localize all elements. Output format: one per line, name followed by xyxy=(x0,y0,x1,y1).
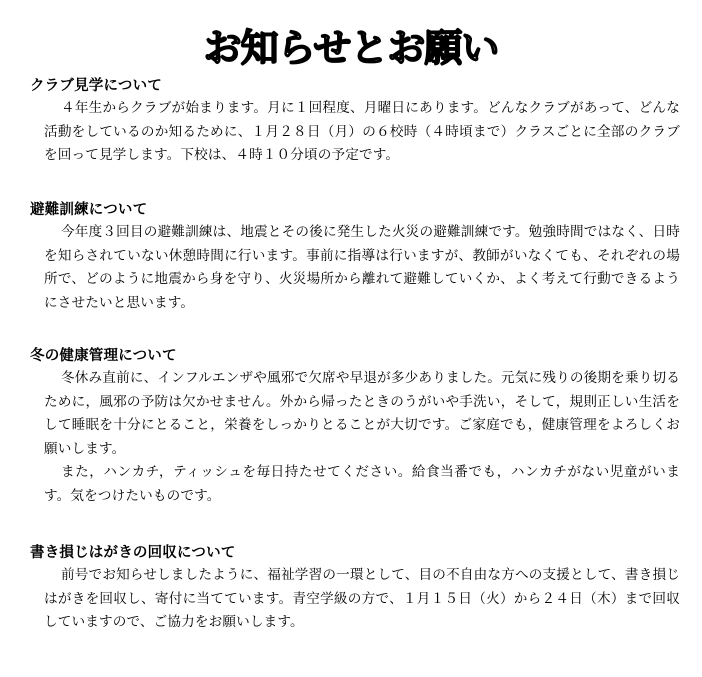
section-winter-health xyxy=(30,346,680,508)
page-title-outline-text xyxy=(201,14,501,76)
section-postcard-collection xyxy=(30,543,680,635)
section-heading-evacuation-drill: 避難訓練について xyxy=(30,202,148,218)
section-club-tour xyxy=(30,76,680,168)
section-heading-postcard-collection: 書き損じはがきの回収について xyxy=(30,545,236,561)
paragraph: 今年度３回目の避難訓練は、地震とその後に発生した火災の避難訓練です。勉強時間ではなく、日時を知らされていない休憩時間に行います。事前に指導は行いますが、教師がいなくても、それぞれの場所で、どのように地震から身を守り、火災場所から離れて避難していくか、よく考えて行動できるようにさせたいと思います。 xyxy=(44,224,680,311)
paragraph: 前号でお知らせしましたように、福祉学習の一環として、目の不自由な方への支援として、書き損じはがきを回収し、寄付に当てています。青空学級の方で、１月１５日（火）から２４日（木）まで回収していますので、ご協力をお願いします。 xyxy=(44,567,680,630)
paragraph: 冬休み直前に、インフルエンザや風邪で欠席や早退が多少ありました。元気に残りの後期を乗り切るために，風邪の予防は欠かせません。外から帰ったときのうがいや手洗い，そして，規則正しい生活をして睡眠を十分にとること，栄養をしっかりとることが大切です。ご家庭でも，健康管理をよろしくお願いします。 xyxy=(44,370,680,457)
section-heading-winter-health: 冬の健康管理について xyxy=(30,348,177,364)
page-title xyxy=(0,14,702,76)
paragraph: ４年生からクラブが始まります。月に１回程度、月曜日にあります。どんなクラブがあって、どんな活動をしているのか知るために、１月２８日（月）の６校時（４時頃まで）クラスごとに全部のクラブを回って見学します。下校は、４時１０分頃の予定です。 xyxy=(44,100,680,163)
section-evacuation-drill xyxy=(30,200,680,315)
section-heading-club-tour: クラブ見学について xyxy=(30,78,163,94)
page-title-text: お知らせとお願い xyxy=(203,26,499,70)
paragraph: また，ハンカチ，ティッシュを毎日持たせてください。給食当番でも，ハンカチがない児童がいます。気をつけたいものです。 xyxy=(44,464,680,504)
